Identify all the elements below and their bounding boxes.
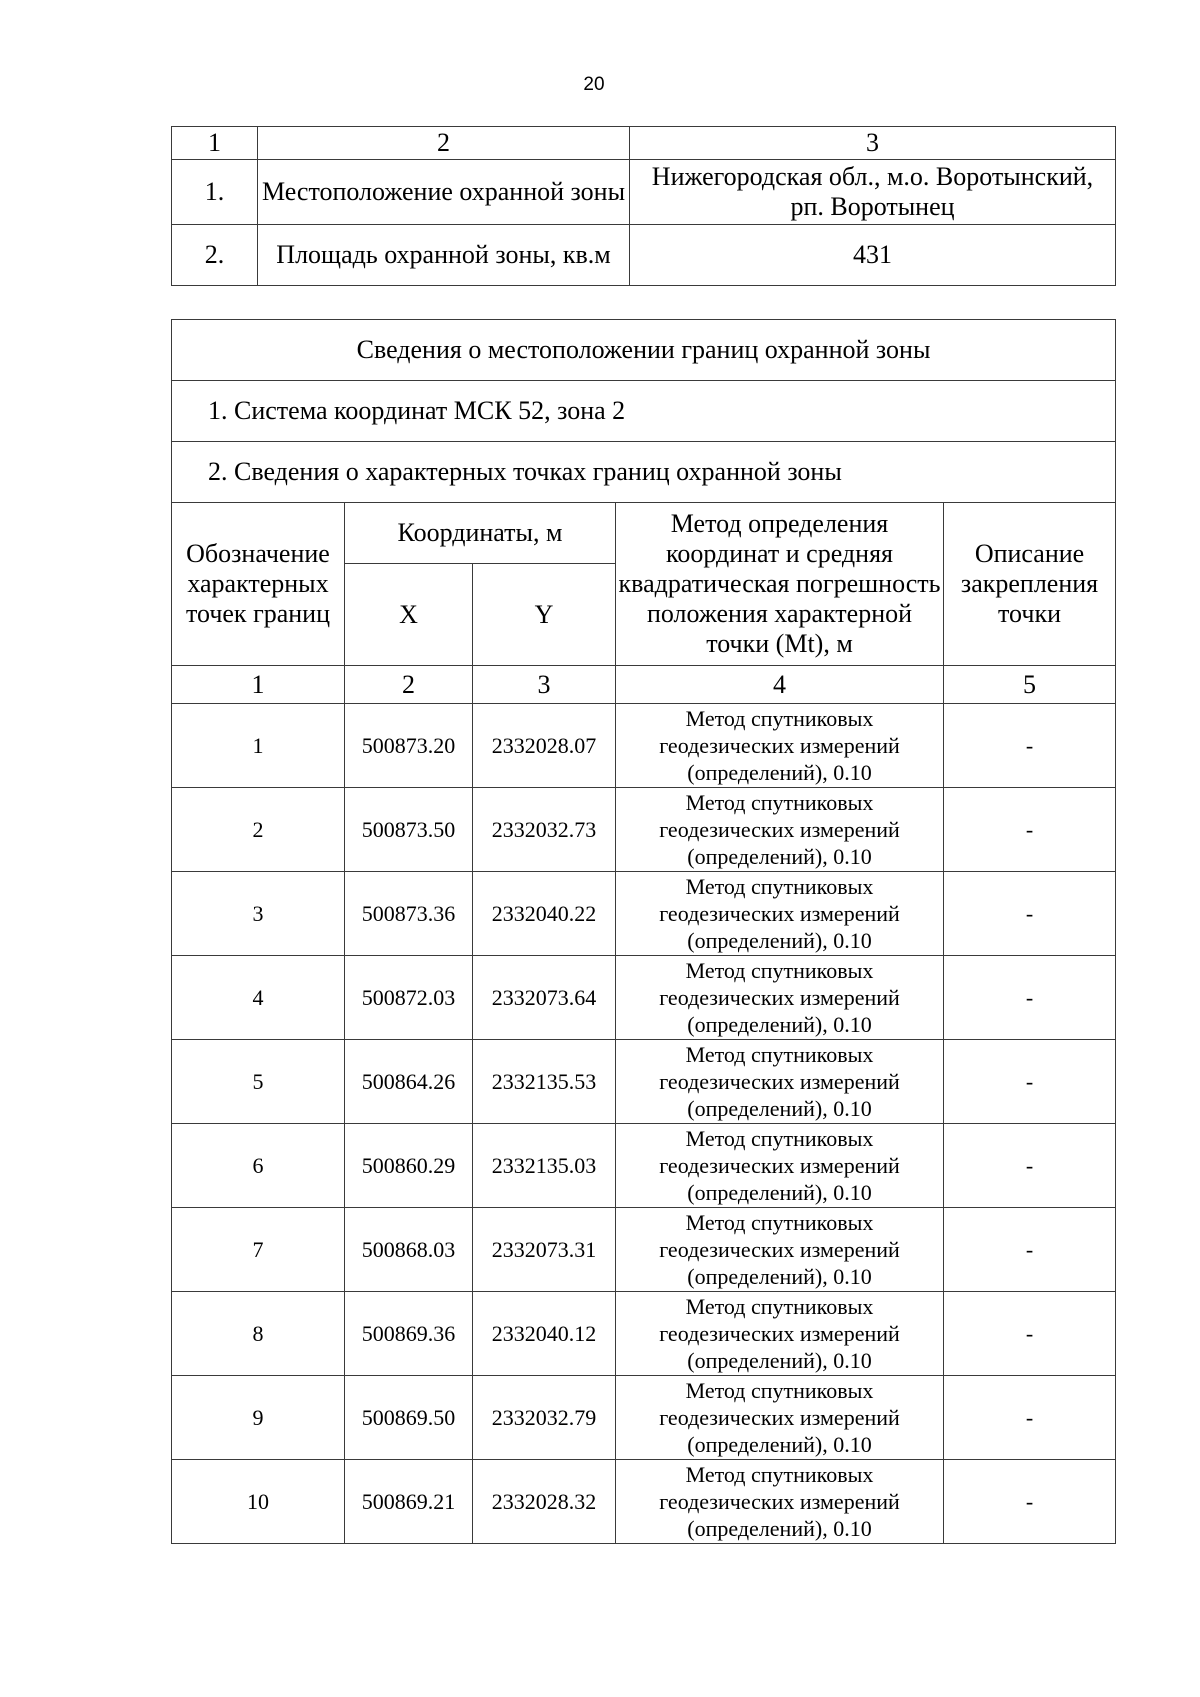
column-number: 3 (473, 666, 616, 704)
header-cell: 1 (172, 127, 258, 160)
y-coordinate: 2332032.79 (473, 1376, 616, 1460)
table-row (172, 788, 1116, 872)
y-coordinate: 2332135.03 (473, 1124, 616, 1208)
description-cell: - (944, 788, 1116, 872)
method-cell: Метод спутниковых геодезических измерений (определений), 0.10 (616, 1208, 944, 1292)
row-number: 1. (172, 160, 258, 225)
method-cell: Метод спутниковых геодезических измерений (определений), 0.10 (616, 1460, 944, 1544)
method-cell: Метод спутниковых геодезических измерений (определений), 0.10 (616, 872, 944, 956)
description-cell: - (944, 1040, 1116, 1124)
row-value: Нижегородская обл., м.о. Воротынский, рп. Воротынец (630, 160, 1116, 225)
y-coordinate: 2332028.32 (473, 1460, 616, 1544)
x-coordinate: 500869.50 (345, 1376, 473, 1460)
points-section-title: 2. Сведения о характерных точках границ охранной зоны (172, 442, 1116, 503)
header-cell: 3 (630, 127, 1116, 160)
description-cell: - (944, 872, 1116, 956)
header-cell: 2 (258, 127, 630, 160)
table-row (172, 160, 1116, 225)
column-number: 5 (944, 666, 1116, 704)
method-cell: Метод спутниковых геодезических измерений (определений), 0.10 (616, 1292, 944, 1376)
description-cell: - (944, 1376, 1116, 1460)
page-number: 20 (583, 74, 605, 95)
method-cell: Метод спутниковых геодезических измерений (определений), 0.10 (616, 956, 944, 1040)
x-coordinate: 500873.50 (345, 788, 473, 872)
column-number: 2 (345, 666, 473, 704)
row-number: 2. (172, 225, 258, 286)
point-number: 9 (172, 1376, 345, 1460)
point-number: 5 (172, 1040, 345, 1124)
point-header: Обозначение характерных точек границ (172, 503, 345, 666)
description-cell: - (944, 704, 1116, 788)
x-coordinate: 500869.36 (345, 1292, 473, 1376)
point-number: 7 (172, 1208, 345, 1292)
column-number-row (172, 666, 1116, 704)
description-cell: - (944, 956, 1116, 1040)
description-cell: - (944, 1208, 1116, 1292)
y-coordinate: 2332040.12 (473, 1292, 616, 1376)
method-cell: Метод спутниковых геодезических измерений (определений), 0.10 (616, 704, 944, 788)
column-header-row (172, 503, 1116, 564)
x-header: X (345, 564, 473, 666)
table-row (172, 704, 1116, 788)
zone-info-table (171, 126, 1116, 286)
section-row (172, 381, 1116, 442)
column-number: 1 (172, 666, 345, 704)
method-header: Метод определения координат и средняя квадратическая погрешность положения характерной точки (Mt), м (616, 503, 944, 666)
y-header: Y (473, 564, 616, 666)
table-row (172, 1292, 1116, 1376)
description-cell: - (944, 1292, 1116, 1376)
point-number: 4 (172, 956, 345, 1040)
point-number: 6 (172, 1124, 345, 1208)
boundary-points-table (171, 319, 1116, 1544)
coordinate-system: 1. Система координат МСК 52, зона 2 (172, 381, 1116, 442)
point-number: 8 (172, 1292, 345, 1376)
coords-header: Координаты, м (345, 503, 616, 564)
method-cell: Метод спутниковых геодезических измерений (определений), 0.10 (616, 1040, 944, 1124)
table-title-row (172, 320, 1116, 381)
point-number: 1 (172, 704, 345, 788)
y-coordinate: 2332073.64 (473, 956, 616, 1040)
y-coordinate: 2332040.22 (473, 872, 616, 956)
table-row (172, 1376, 1116, 1460)
y-coordinate: 2332032.73 (473, 788, 616, 872)
points-body (172, 704, 1116, 1544)
x-coordinate: 500873.36 (345, 872, 473, 956)
table-row (172, 1040, 1116, 1124)
table-row (172, 872, 1116, 956)
description-header: Описание закрепления точки (944, 503, 1116, 666)
x-coordinate: 500860.29 (345, 1124, 473, 1208)
x-coordinate: 500872.03 (345, 956, 473, 1040)
point-number: 3 (172, 872, 345, 956)
x-coordinate: 500864.26 (345, 1040, 473, 1124)
table-row (172, 1124, 1116, 1208)
column-number: 4 (616, 666, 944, 704)
point-number: 2 (172, 788, 345, 872)
x-coordinate: 500868.03 (345, 1208, 473, 1292)
table-row (172, 1460, 1116, 1544)
method-cell: Метод спутниковых геодезических измерений (определений), 0.10 (616, 1376, 944, 1460)
point-number: 10 (172, 1460, 345, 1544)
table-row (172, 956, 1116, 1040)
method-cell: Метод спутниковых геодезических измерений (определений), 0.10 (616, 788, 944, 872)
row-value: 431 (630, 225, 1116, 286)
section-row (172, 442, 1116, 503)
row-label: Площадь охранной зоны, кв.м (258, 225, 630, 286)
y-coordinate: 2332073.31 (473, 1208, 616, 1292)
x-coordinate: 500873.20 (345, 704, 473, 788)
table-title: Сведения о местоположении границ охранной зоны (172, 320, 1116, 381)
description-cell: - (944, 1460, 1116, 1544)
table-row (172, 1208, 1116, 1292)
table-header-row (172, 127, 1116, 160)
y-coordinate: 2332028.07 (473, 704, 616, 788)
table-row (172, 225, 1116, 286)
row-label: Местоположение охранной зоны (258, 160, 630, 225)
y-coordinate: 2332135.53 (473, 1040, 616, 1124)
description-cell: - (944, 1124, 1116, 1208)
x-coordinate: 500869.21 (345, 1460, 473, 1544)
method-cell: Метод спутниковых геодезических измерений (определений), 0.10 (616, 1124, 944, 1208)
